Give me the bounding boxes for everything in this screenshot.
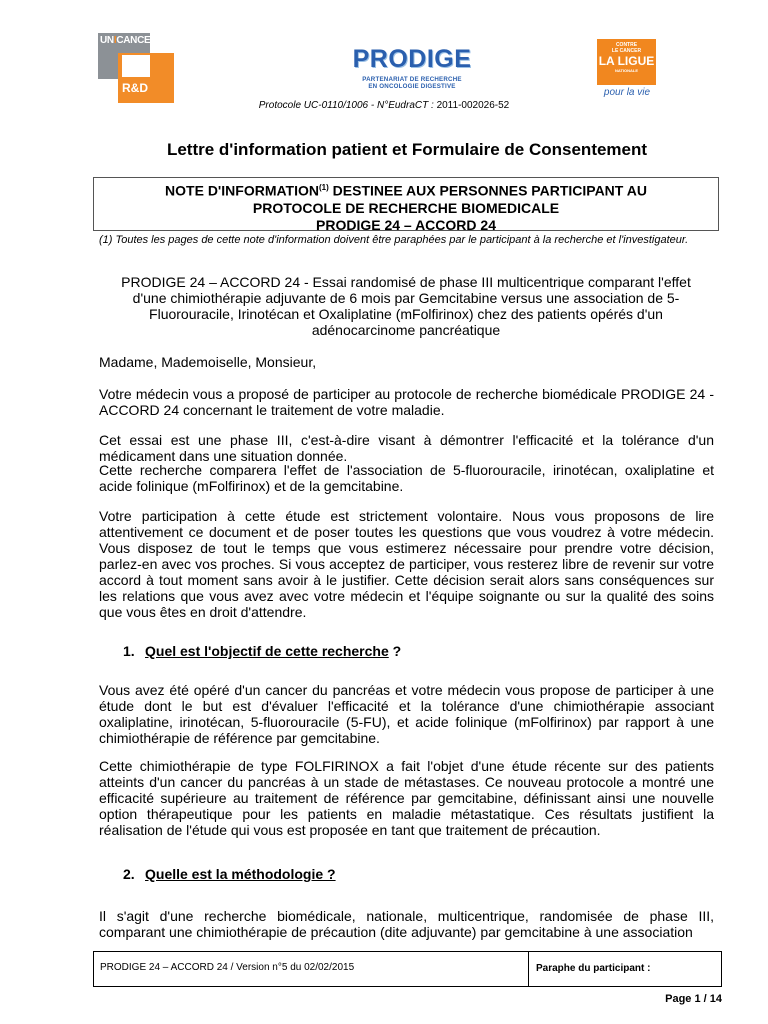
eudract-number: 2011-002026-52 (436, 100, 510, 111)
note-header-line-2: PROTOCOLE DE RECHERCHE BIOMEDICALE (252, 199, 560, 216)
footer-version: PRODIGE 24 – ACCORD 24 / Version n°5 du 02/02/2015 (94, 952, 529, 986)
ligue-orange-box (597, 39, 656, 85)
unicancer-white-notch (122, 55, 150, 77)
unicancer-rd-label: R&D (122, 81, 148, 95)
unicancer-wordmark: UNICANCER (100, 35, 158, 46)
page-title: Lettre d'information patient et Formulaire de Consentement (166, 140, 648, 159)
section-1-heading (123, 643, 401, 659)
section-2-heading (123, 866, 336, 882)
page-footer (93, 951, 722, 987)
section-1-suffix: ? (388, 643, 402, 659)
section-2-number: 2. (123, 866, 135, 882)
ligue-small-3: NATIONALE (614, 68, 639, 73)
study-summary: PRODIGE 24 – ACCORD 24 - Essai randomisé de phase III multicentrique comparant l'effet d'une chimiothérapie adjuvante de 6 mois par Gemcitabine versus une association de 5-Fluorouracile, Irinotécan et Oxaliplatine (mFolfirinox) chez des patients opérés d'un adénocarcinome pancréatique (121, 274, 691, 338)
ligue-tagline: pour la vie (603, 87, 651, 98)
prodige-subtitle-1: PARTENARIAT DE RECHERCHE (362, 76, 462, 83)
paragraph-5: Vous avez été opéré d'un cancer du pancréas et votre médecin vous propose de participer à une étude dont le but est d'évaluer l'efficacité et la tolérance d'une chimiothérapie associant oxaliplatine, irinotécan, 5-fluorouracile (5-FU), et acide folinique (mFolfirinox) par rapport à une chimiothérapie de référence par gemcitabine. (99, 682, 714, 746)
paragraph-3: Cette recherche comparera l'effet de l'association de 5-fluorouracile, irinotécan, oxaliplatine et acide folinique (mFolfirinox) et de la gemcitabine. (99, 462, 714, 494)
section-1-number: 1. (123, 643, 135, 659)
protocol-label: Protocole UC-0110/1006 - N°EudraCT : (258, 100, 437, 111)
ligue-small-2: LE CANCER (611, 48, 642, 54)
prodige-subtitle-2: EN ONCOLOGIE DIGESTIVE (368, 83, 456, 90)
footer-paraphe: Paraphe du participant : (536, 963, 651, 974)
page-number: Page 1 / 14 (665, 993, 722, 1005)
section-1-title: Quel est l'objectif de cette recherche (145, 643, 389, 659)
paragraph-6: Cette chimiothérapie de type FOLFIRINOX a fait l'objet d'une étude récente sur des patients atteints d'un cancer du pancréas à un stade de métastases. Ce nouveau protocole a montré une efficacité supérieure au traitement de référence par gemcitabine, définissant ainsi une nouvelle option thérapeutique pour les patients en maladie métastatique. Ces résultats justifient la réalisation de l'étude qui vous est proposée en tant que traitement de précaution. (99, 758, 714, 838)
prodige-wordmark: PRODIGE (352, 45, 472, 73)
protocol-line (0, 100, 768, 111)
paragraph-4: Votre participation à cette étude est strictement volontaire. Nous vous proposons de lire attentivement ce document et de poser toutes les questions que vous voudrez à votre médecin. Vous disposez de tout le temps que vous estimerez nécessaire pour prendre votre décision, parlez-en avec vos proches. Si vous acceptez de participer, vous resterez libre de revenir sur votre accord à tout moment sans avoir à le justifier. Cette décision serait alors sans conséquences sur les relations que vous avez avec votre médecin et l'équipe soignante ou sur la qualité des soins que vous êtes en droit d'attendre. (99, 508, 714, 620)
note-header-line-1: NOTE D'INFORMATION$^{(1)}$ DESTINEE AUX PERSONNES PARTICIPANT AU (165, 182, 647, 199)
information-note-header (93, 177, 719, 231)
ligue-wordmark: LA LIGUE (598, 54, 655, 68)
note-header-line-3: PRODIGE 24 – ACCORD 24 (316, 216, 496, 233)
salutation: Madame, Mademoiselle, Monsieur, (99, 354, 317, 370)
paragraph-2: Cet essai est une phase III, c'est-à-dire visant à démontrer l'efficacité et la tolérance d'un médicament dans une situation donnée. (99, 432, 714, 464)
section-2-title: Quelle est la méthodologie ? (145, 866, 336, 882)
ligue-contre-le-cancer-logo (594, 39, 660, 101)
unicancer-logo (98, 33, 174, 103)
ligue-small-1: CONTRE (615, 42, 638, 48)
paragraph-7: Il s'agit d'une recherche biomédicale, nationale, multicentrique, randomisée de phase III, comparant une chimiothérapie de précaution (dite adjuvante) par gemcitabine à une association (99, 908, 714, 940)
prodige-logo (343, 46, 481, 98)
paragraph-1: Votre médecin vous a proposé de participer au protocole de recherche biomédicale PRODIGE 24 - ACCORD 24 concernant le traitement de votre maladie. (99, 386, 714, 418)
footnote: (1) Toutes les pages de cette note d'information doivent être paraphées par le participant à la recherche et l'investigateur. (99, 234, 689, 246)
